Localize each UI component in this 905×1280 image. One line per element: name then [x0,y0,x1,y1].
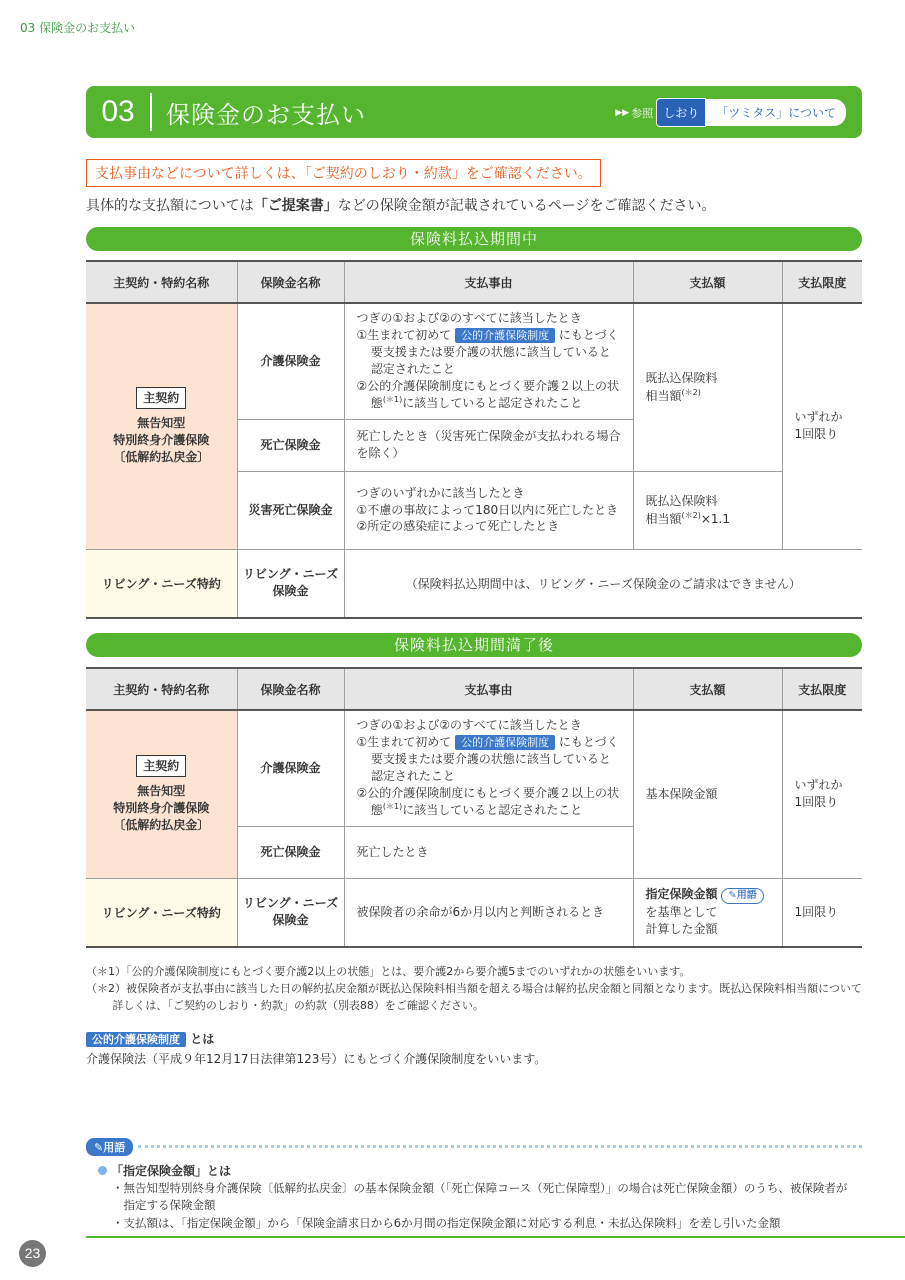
amount-text: 相当額 [645,511,682,526]
amount-line: 既払込保険料 [645,370,718,385]
amount-cell [633,471,782,549]
reference-link[interactable] [615,98,846,127]
rider-amount [633,878,782,947]
header-limit: 支払限度 [782,261,862,303]
main-name-line: 〔低解約払戻金〕 [113,818,210,833]
pencil-icon: ✎ [728,890,737,902]
glossary-bar [86,1138,862,1154]
footnote-ref: (＊2) [681,510,701,520]
amount-line: を基準として [645,905,718,920]
main-contract-badge: 主契約 [136,755,186,778]
reason-line: つぎのいずれかに該当したとき [356,485,525,500]
chapter-number: 03 [101,95,135,128]
benefit-line: リビング・ニーズ [242,896,339,911]
double-arrow-icon: ▶▶ [615,107,630,118]
term-tag[interactable]: 公的介護保険制度 [455,328,555,343]
rider-limit: 1回限り [782,878,862,947]
reason-item-1 [357,734,621,784]
section2-table [86,667,862,948]
main-name-line: 無告知型 [137,784,186,799]
header-contract: 主契約・特約名称 [86,261,237,303]
running-head: 03 保険金のお支払い [20,21,136,35]
rider-name: リビング・ニーズ特約 [86,549,237,618]
reason-line: ①不慮の事故によって180日以内に死亡したとき [356,502,619,517]
reason-cell [344,471,633,549]
amount-term: 指定保険金額 [645,887,718,902]
rider-reason: 被保険者の余命が6か月以内と判断されるとき [344,878,633,947]
glossary-badge-label: 用語 [103,1141,126,1154]
amount-line: 既払込保険料 [645,493,718,508]
header-benefit: 保険金名称 [237,668,344,710]
lead-before: 具体的な支払額については [86,198,254,214]
footnote-1: （＊1）「公的介護保険制度にもとづく要介護2以上の状態」とは、要介護2から要介護5までのいずれかの状態をいいます。 [86,965,691,978]
glossary-item: ・無告知型特別終身介護保険〔低解約払戻金〕の基本保険金額（「死亡保障コース（死亡保障型）」の場合は死亡保険金額）のうち、被保険者が指定する保険金額 [112,1181,848,1213]
amount-text: 相当額 [645,388,682,403]
main-name-line: 特別終身介護保険 [113,801,210,816]
glossary-term [98,1162,231,1179]
title-bar [86,86,862,138]
reason-text: ①生まれて初めて [356,328,452,343]
ref-label: 参照 [631,106,654,120]
footnote-ref: (＊2) [681,387,701,397]
reason-cell [344,710,633,826]
header-amount: 支払額 [633,261,782,303]
reason-line: つぎの①および②のすべてに該当したとき [356,311,582,326]
ref-topic: 「ツミタス」について [706,99,846,126]
glossary-items [112,1180,852,1232]
benefit-name: 介護保険金 [237,303,344,419]
amount-cell [633,303,782,471]
definition-tag: 公的介護保険制度 [86,1032,186,1047]
reason-cell: 死亡したとき（災害死亡保険金が支払われる場合を除く） [344,419,633,471]
header-limit: 支払限度 [782,668,862,710]
header-reason: 支払事由 [344,668,633,710]
header-amount: 支払額 [633,668,782,710]
limit-cell [782,710,862,878]
footer-line [86,1236,905,1238]
amount-text: ×1.1 [700,511,730,526]
header-reason: 支払事由 [344,261,633,303]
bullet-dot-icon [98,1166,107,1175]
definition-body: 介護保険法（平成９年12月17日法律第123号）にもとづく介護保険制度をいいます。 [86,1052,547,1066]
limit-line: 1回限り [794,795,839,810]
main-contract-cell [86,303,237,549]
main-name-line: 〔低解約払戻金〕 [113,450,210,465]
reason-item-2 [357,378,621,413]
header-benefit: 保険金名称 [237,261,344,303]
page-title: 保険金のお支払い [166,100,366,129]
glossary-pill[interactable] [721,888,763,904]
benefit-line: 保険金 [272,913,309,928]
amount-line [646,387,770,405]
footnote-ref: (＊1) [382,802,403,812]
section1-table [86,260,862,619]
lead-after: などの保険金額が記載されているページをご確認ください。 [337,198,716,214]
benefit-name: 災害死亡保険金 [237,471,344,549]
glossary-badge [86,1138,133,1156]
glossary-term-text: 「指定保険金額」とは [111,1164,232,1178]
reason-line: ②所定の感染症によって死亡したとき [356,519,560,534]
reason-text: に該当していると認定されたこと [402,396,583,411]
term-tag[interactable]: 公的介護保険制度 [455,735,555,750]
definition-suffix: とは [190,1032,215,1046]
benefit-line: 保険金 [272,584,309,599]
amount-cell: 基本保険金額 [633,710,782,878]
main-contract-cell [86,710,237,878]
glossary-item: ・支払額は、「指定保険金額」から「保険金請求日から6か月間の指定保険金額に対応する利息・未払込保険料」を差し引いた金額 [112,1215,781,1230]
benefit-name: 死亡保険金 [237,826,344,878]
rider-benefit [237,549,344,618]
limit-line: 1回限り [794,427,839,442]
section2-title: 保険料払込期間満了後 [86,633,862,657]
reason-text: ②公的介護保険制度にもとづく要介護２以上の状態 [356,785,620,818]
limit-cell [782,303,862,549]
amount-line: 計算した金額 [645,922,718,937]
benefit-name: 死亡保険金 [237,419,344,471]
footnote-2: （＊2）被保険者が支払事由に該当した日の解約払戻金額が既払込保険料相当額を超える場合は解約払戻金額と同額となります。既払込保険料相当額について詳しくは、「ご契約のしおり・約款」の約款（別表88）をご確認ください。 [86,982,862,1013]
limit-line: いずれか [794,778,843,793]
reason-line: つぎの①および②のすべてに該当したとき [356,718,582,733]
amount-line [646,886,770,904]
reason-item-1 [357,327,621,377]
main-name-line: 特別終身介護保険 [113,433,210,448]
main-name-line: 無告知型 [137,416,186,431]
lead-bold: 「ご提案書」 [253,198,338,214]
reason-text: ①生まれて初めて [356,735,452,750]
main-contract-badge: 主契約 [136,387,186,410]
notice-box: 支払事由などについて詳しくは、「ご契約のしおり・約款」をご確認ください。 [86,159,601,187]
rider-note: （保険料払込期間中は、リビング・ニーズ保険金のご請求はできません） [344,549,862,618]
section1-title: 保険料払込期間中 [86,227,862,251]
rider-benefit [237,878,344,947]
limit-line: いずれか [794,410,843,425]
rider-name: リビング・ニーズ特約 [86,878,237,947]
footnotes [86,963,866,1014]
footnote-ref: (＊1) [382,395,403,405]
ref-shiori-badge: しおり [656,98,706,127]
title-divider [150,93,152,131]
reason-text: ②公的介護保険制度にもとづく要介護２以上の状態 [356,378,620,411]
reason-text: にもとづく要支援または要介護の状態に該当していると認定されたこと [370,328,619,376]
page-number: 23 [19,1240,46,1267]
benefit-line: リビング・ニーズ [242,567,339,582]
reason-cell [344,303,633,419]
amount-line [646,510,770,528]
reason-item-2 [357,785,621,820]
header-contract: 主契約・特約名称 [86,668,237,710]
reason-text: にもとづく要支援または要介護の状態に該当していると認定されたこと [370,735,619,783]
reason-text: に該当していると認定されたこと [402,803,583,818]
reason-cell: 死亡したとき [344,826,633,878]
definition-heading [86,1030,214,1047]
pencil-icon: ✎ [94,1141,104,1154]
dotted-divider [138,1145,862,1148]
lead-text [86,195,715,215]
glossary-pill-label: 用語 [736,890,757,902]
benefit-name: 介護保険金 [237,710,344,826]
